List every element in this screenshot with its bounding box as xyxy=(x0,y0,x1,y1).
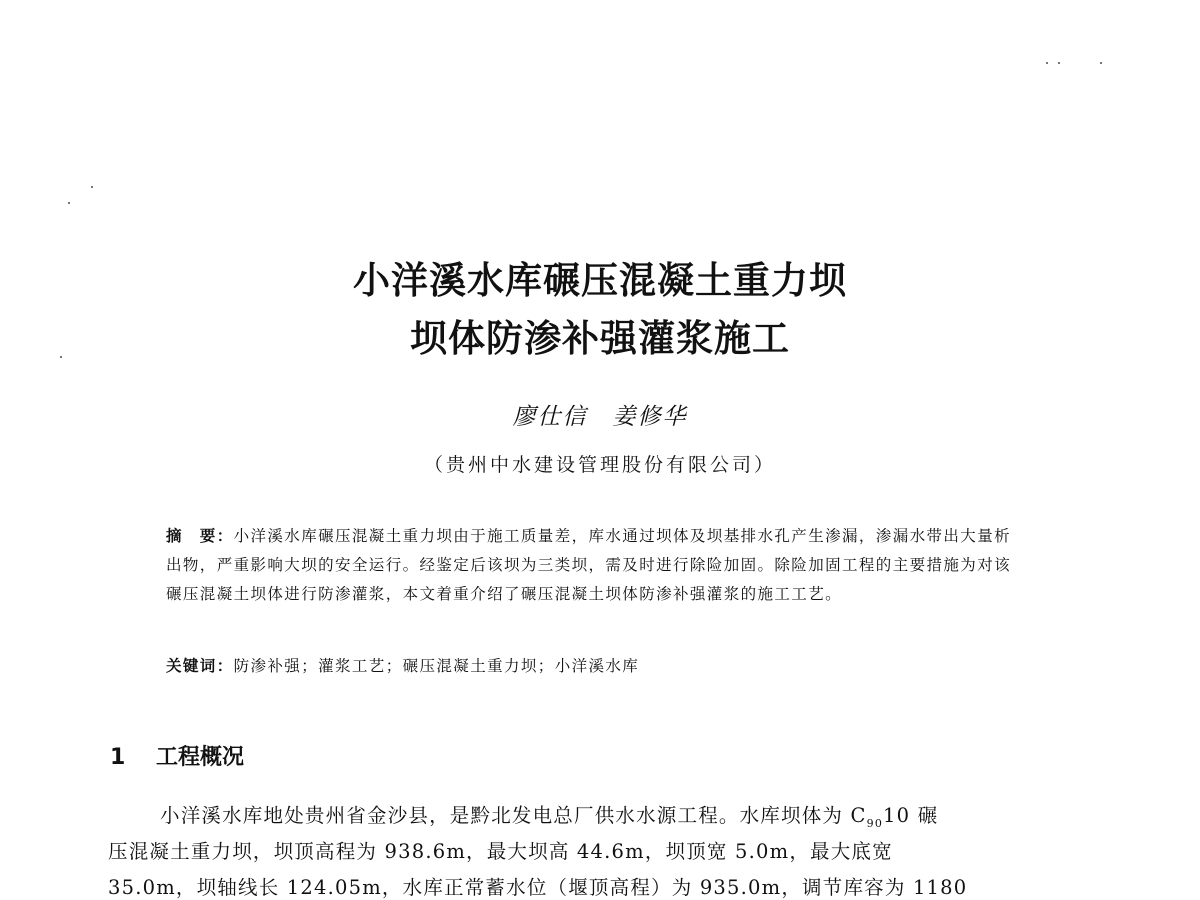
paper-title-line-1: 小洋溪水库碾压混凝土重力坝 xyxy=(353,259,847,302)
section-title: 工程概况 xyxy=(156,745,245,770)
body-paragraph-line-1 xyxy=(160,800,1132,830)
body-paragraph-line-3: 35.0m，坝轴线长 124.05m，水库正常蓄水位（堰顶高程）为 935.0m，调节库容为 1180 xyxy=(108,876,968,899)
scan-speck xyxy=(1046,62,1048,64)
paper-title-line-2: 坝体防渗补强灌浆施工 xyxy=(410,317,790,360)
body-line-1-subscript: 90 xyxy=(866,816,884,830)
abstract xyxy=(166,522,1026,609)
keywords-label: 关键词： xyxy=(166,657,234,675)
scan-speck xyxy=(68,202,70,204)
body-line-1-text-end: 10 碾 xyxy=(883,804,939,827)
scan-speck xyxy=(1100,62,1102,64)
authors: 廖仕信 姜修华 xyxy=(512,404,688,430)
scan-speck xyxy=(1058,62,1060,64)
section-heading xyxy=(110,740,244,771)
section-number: 1 xyxy=(110,745,126,770)
scan-speck xyxy=(60,356,62,358)
affiliation: （贵州中水建设管理股份有限公司） xyxy=(423,454,776,476)
scan-speck xyxy=(91,186,93,188)
body-paragraph-line-2: 压混凝土重力坝，坝顶高程为 938.6m，最大坝高 44.6m，坝顶宽 5.0m，最大底宽 xyxy=(108,840,893,863)
keywords xyxy=(166,652,1026,681)
abstract-label: 摘 要： xyxy=(166,527,234,545)
keywords-text: 防渗补强；灌浆工艺；碾压混凝土重力坝；小洋溪水库 xyxy=(233,657,640,675)
body-line-1-text: 小洋溪水库地处贵州省金沙县，是黔北发电总厂供水水源工程。水库坝体为 C xyxy=(160,804,867,827)
abstract-text: 小洋溪水库碾压混凝土重力坝由于施工质量差，库水通过坝体及坝基排水孔产生渗漏，渗漏水带出大量析出物，严重影响大坝的安全运行。经鉴定后该坝为三类坝，需及时进行除险加固。除险加固工程的主要措施为对该碾压混凝土坝体进行防渗灌浆，本文着重介绍了碾压混凝土坝体防渗补强灌浆的施工工艺。 xyxy=(166,527,1012,603)
